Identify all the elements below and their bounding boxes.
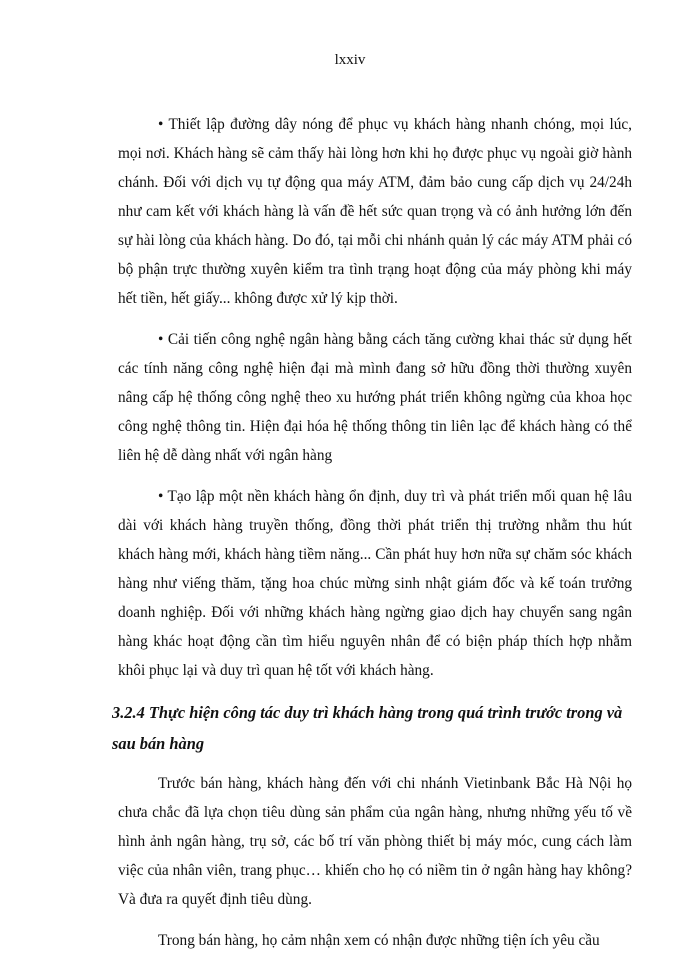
page-body <box>112 110 632 967</box>
bullet-paragraph-customer-base: • Tạo lập một nền khách hàng ổn định, duy trì và phát triển mối quan hệ lâu dài với khách hàng truyền thống, đồng thời phát triển thị trường nhằm thu hút khách hàng mới, khách hàng tiềm năng... Cần phát huy hơn nữa sự chăm sóc khách hàng như viếng thăm, tặng hoa chúc mừng sinh nhật giám đốc và kế toán trưởng doanh nghiệp. Đối với những khách hàng ngừng giao dịch hay chuyển sang ngân hàng khác hoạt động cần tìm hiểu nguyên nhân để có biện pháp thích hợp nhằm khôi phục lại và duy trì quan hệ tốt với khách hàng. <box>118 488 632 679</box>
page-number: lxxiv <box>334 52 366 68</box>
body-paragraph-before-sale: Trước bán hàng, khách hàng đến với chi nhánh Vietinbank Bắc Hà Nội họ chưa chắc đã lựa chọn tiêu dùng sản phẩm của ngân hàng, nhưng những yếu tố về hình ảnh ngân hàng, trụ sở, các bố trí văn phòng thiết bị máy móc, cung cách làm việc của nhân viên, trang phục… khiến cho họ có niềm tin ở ngân hàng hay không? Và đưa ra quyết định tiêu dùng. <box>118 775 632 908</box>
bullet-paragraph-technology: • Cải tiến công nghệ ngân hàng bằng cách tăng cường khai thác sử dụng hết các tính năng công nghệ hiện đại mà mình đang sở hữu đồng thời thường xuyên nâng cấp hệ thống công nghệ theo xu hướng phát triển không ngừng của khoa học công nghệ thông tin. Hiện đại hóa hệ thống thông tin liên lạc để khách hàng có thể liên hệ dễ dàng nhất với ngân hàng <box>118 331 632 464</box>
section-heading: 3.2.4 Thực hiện công tác duy trì khách hàng trong quá trình trước trong và sau bán hàng <box>112 703 623 753</box>
bullet-paragraph-hotline: • Thiết lập đường dây nóng để phục vụ khách hàng nhanh chóng, mọi lúc, mọi nơi. Khách hàng sẽ cảm thấy hài lòng hơn khi họ được phục vụ ngoài giờ hành chánh. Đối với dịch vụ tự động qua máy ATM, đảm bảo cung cấp dịch vụ 24/24h như cam kết với khách hàng là vấn đề hết sức quan trọng và có ảnh hưởng lớn đến sự hài lòng của khách hàng. Do đó, tại mỗi chi nhánh quản lý các máy ATM phải có bộ phận trực thường xuyên kiểm tra tình trạng hoạt động của máy phòng khi máy hết tiền, hết giấy... không được xử lý kịp thời. <box>118 116 632 307</box>
body-paragraph-during-sale: Trong bán hàng, họ cảm nhận xem có nhận được những tiện ích yêu cầu <box>158 932 600 949</box>
